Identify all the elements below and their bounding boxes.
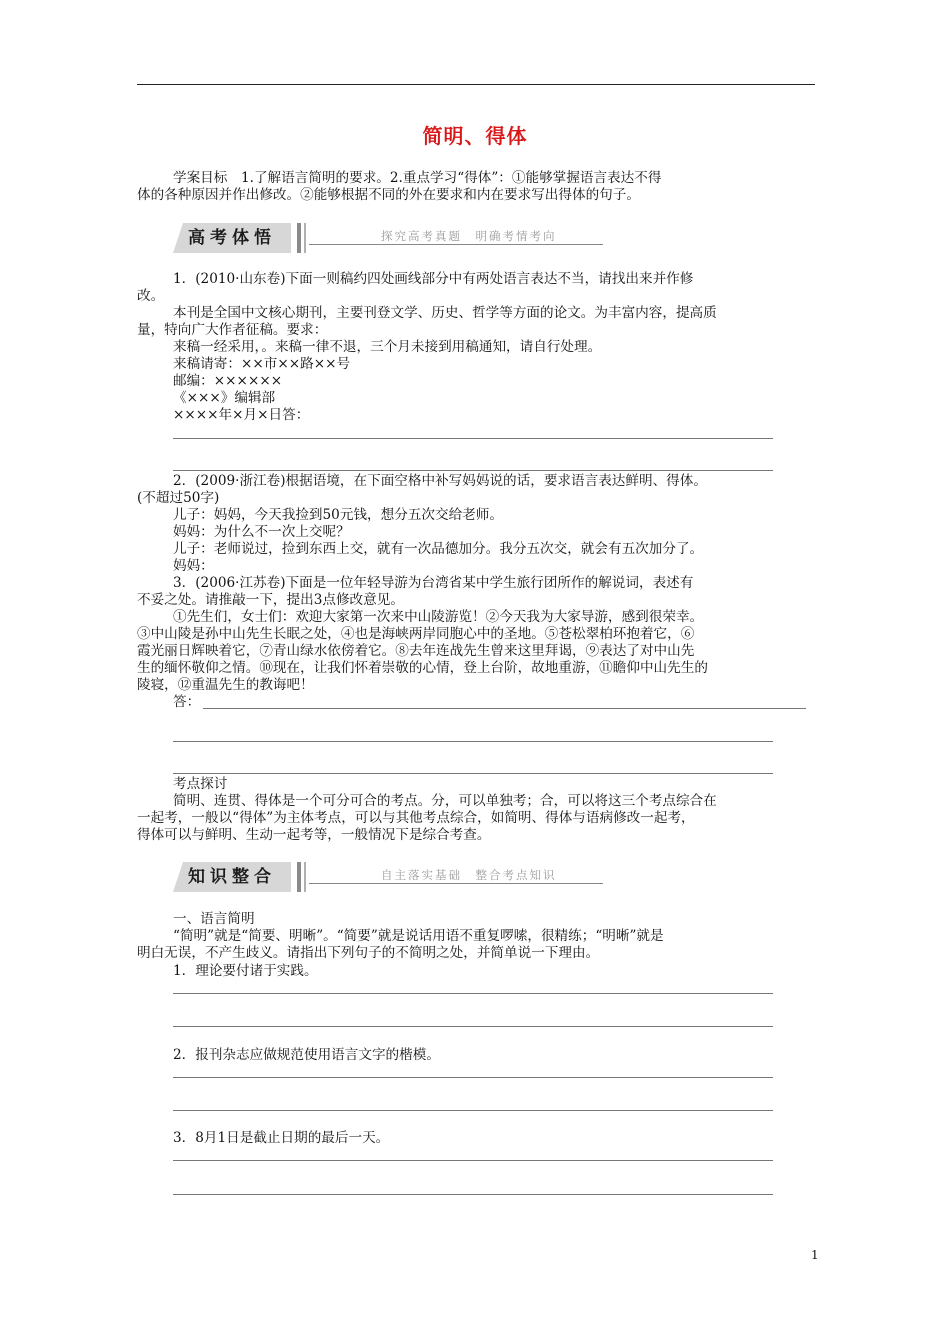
knowledge-heading: 一、语言简明: [173, 911, 255, 927]
analysis-heading: 考点探讨: [173, 776, 228, 792]
q3-answer-label: 答：: [173, 694, 201, 710]
answer-line[interactable]: [173, 773, 773, 774]
analysis-line: 简明、连贯、得体是一个可分可合的考点。分，可以单独考；合，可以将这三个考点综合在: [173, 793, 717, 809]
knowledge-intro: “简明”就是“简要、明晰”。“简要”就是说话用语不重复啰嗦，很精练；“明晰”就是: [173, 928, 664, 944]
q3-line: 不妥之处。请推敲一下，提出3点修改意见。: [137, 592, 404, 608]
answer-line[interactable]: [173, 1026, 773, 1027]
answer-line[interactable]: [173, 1077, 773, 1078]
q1-line: 量，特向广大作者征稿。要求：: [137, 322, 328, 338]
banner-divider: [297, 862, 301, 892]
answer-line[interactable]: [173, 741, 773, 742]
q2-line: 妈妈：: [173, 558, 214, 574]
q3-line: 陵寝，⑫重温先生的教诲吧！: [137, 677, 314, 693]
answer-line[interactable]: [173, 1194, 773, 1195]
knowledge-item: 2．报刊杂志应做规范使用语言文字的楷模。: [173, 1047, 440, 1063]
knowledge-item: 1．理论要付诸于实践。: [173, 963, 318, 979]
objective-line-2: 体的各种原因并作出修改。②能够根据不同的外在要求和内在要求写出得体的句子。: [137, 187, 640, 203]
banner-divider: [304, 862, 306, 892]
q1-line: 来稿请寄：××市××路××号: [173, 356, 351, 372]
answer-line[interactable]: [173, 1160, 773, 1161]
q3-line: 3．(2006·江苏卷)下面是一位年轻导游为台湾省某中学生旅行团所作的解说词，表述有: [173, 575, 694, 591]
section-banner-knowledge: [173, 862, 603, 892]
q2-line: 妈妈：为什么不一次上交呢？: [173, 524, 350, 540]
q2-line: (不超过50字): [137, 490, 220, 506]
banner-title: 知识整合: [173, 862, 291, 892]
q1-line: 本刊是全国中文核心期刊，主要刊登文学、历史、哲学等方面的论文。为丰富内容，提高质: [173, 305, 717, 321]
analysis-line: 一起考，一般以“得体”为主体考点，可以与其他考点综合，如简明、得体与语病修改一起考，: [137, 810, 695, 826]
answer-line[interactable]: [173, 1110, 773, 1111]
q2-line: 儿子：妈妈，今天我捡到50元钱，想分五次交给老师。: [173, 507, 503, 523]
q1-line: 改。: [137, 288, 165, 304]
section-banner-gaokao: [173, 223, 603, 253]
objective-line-1: 学案目标 1.了解语言简明的要求。2.重点学习“得体”：①能够掌握语言表达不得: [173, 170, 662, 186]
answer-line[interactable]: [173, 438, 773, 439]
q3-line: ①先生们，女士们：欢迎大家第一次来中山陵游览！②今天我为大家导游，感到很荣幸。: [173, 609, 704, 625]
page-title: 简明、得体: [422, 124, 528, 148]
banner-divider: [304, 223, 306, 253]
q1-line: 1．(2010·山东卷)下面一则稿约四处画线部分中有两处语言表达不当，请找出来并作修: [173, 271, 694, 287]
q1-line: 来稿一经采用，。来稿一律不退，三个月未接到用稿通知，请自行处理。: [173, 339, 602, 355]
q1-line: 《×××》编辑部: [173, 390, 276, 406]
q1-line: ××××年×月×日答：: [173, 407, 310, 423]
page-number: 1: [811, 1248, 819, 1262]
knowledge-intro: 明白无误，不产生歧义。请指出下列句子的不简明之处，并简单说一下理由。: [137, 945, 600, 961]
analysis-line: 得体可以与鲜明、生动一起考等，一般情况下是综合考查。: [137, 827, 491, 843]
q3-line: ③中山陵是孙中山先生长眠之处，④也是海峡两岸同胞心中的圣地。⑤苍松翠柏环抱着它，⑥: [137, 626, 695, 642]
answer-line[interactable]: [173, 993, 773, 994]
banner-rule: [309, 244, 603, 245]
banner-subtitle: 自主落实基础 整合考点知识: [381, 868, 557, 882]
q3-line: 生的缅怀敬仰之情。⑩现在，让我们怀着崇敬的心情，登上台阶，故地重游，⑪瞻仰中山先生的: [137, 660, 708, 676]
banner-rule: [309, 883, 603, 884]
answer-line[interactable]: [173, 470, 773, 471]
banner-title: 高考体悟: [173, 223, 291, 253]
banner-divider: [297, 223, 301, 253]
q2-line: 儿子：老师说过，捡到东西上交，就有一次品德加分。我分五次交，就会有五次加分了。: [173, 541, 704, 557]
knowledge-item: 3．8月1日是截止日期的最后一天。: [173, 1130, 390, 1146]
q2-line: 2．(2009·浙江卷)根据语境，在下面空格中补写妈妈说的话，要求语言表达鲜明、得体。: [173, 473, 707, 489]
answer-line[interactable]: [203, 708, 806, 709]
q3-line: 霞光丽日辉映着它，⑦青山绿水依傍着它。⑧去年连战先生曾来这里拜谒，⑨表达了对中山先: [137, 643, 695, 659]
banner-subtitle: 探究高考真题 明确考情考向: [381, 229, 557, 243]
q1-line: 邮编：××××××: [173, 373, 283, 389]
header-rule: [137, 84, 815, 85]
